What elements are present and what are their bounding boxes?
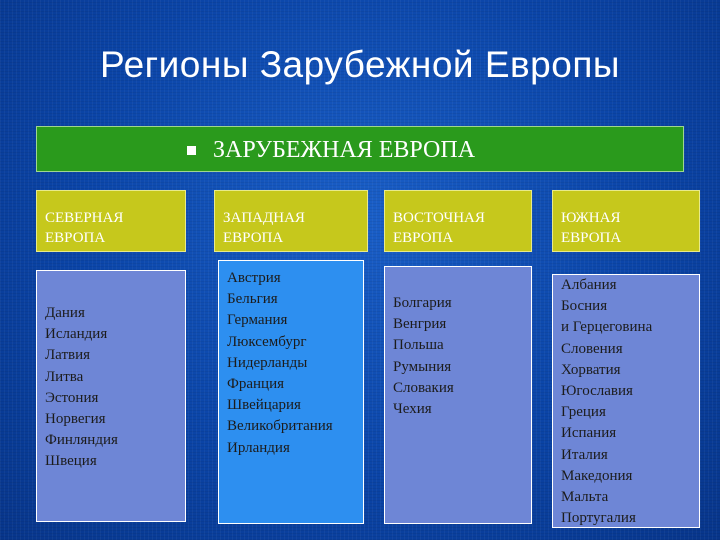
list-item: Мальта (561, 489, 609, 506)
list-item: Бельгия (227, 291, 278, 308)
list-item: Финляндия (45, 432, 118, 449)
list-item: Румыния (393, 358, 452, 375)
list-item: Литва (45, 368, 84, 385)
list-item: Люксембург (227, 333, 307, 350)
country-list-west (218, 260, 364, 524)
country-list-south (552, 274, 700, 528)
list-item: Исландия (45, 326, 108, 343)
list-item: Словакия (393, 379, 454, 396)
region-header-line: ЕВРОПА (45, 230, 106, 246)
list-item: Ирландия (227, 439, 290, 456)
list-item: Латвия (45, 347, 91, 364)
list-item: Франция (227, 376, 284, 393)
list-item: Норвегия (45, 411, 106, 428)
page-title: Регионы Зарубежной Европы (100, 44, 620, 85)
region-header-north (36, 190, 186, 252)
list-item: Швейцария (227, 397, 301, 414)
list-item: Дания (45, 305, 85, 321)
list-item: Австрия (227, 270, 281, 286)
list-item: Хорватия (561, 361, 621, 378)
root-node-label: ЗАРУБЕЖНАЯ ЕВРОПА (213, 137, 476, 163)
region-header-line: ЕВРОПА (561, 230, 622, 246)
list-item: Эстония (45, 389, 99, 406)
region-header-south (552, 190, 700, 252)
country-list-east (384, 266, 532, 524)
region-header-line: ВОСТОЧНАЯ (393, 210, 485, 226)
region-header-line: ЮЖНАЯ (561, 210, 621, 226)
list-item: Швеция (45, 453, 97, 470)
list-item: Германия (227, 312, 288, 329)
region-header-line: СЕВЕРНАЯ (45, 210, 124, 226)
list-item: Албания (561, 277, 617, 293)
root-node-foreign-europe (36, 126, 684, 172)
region-header-line: ЕВРОПА (393, 230, 454, 246)
list-item: Словения (561, 340, 623, 357)
country-list-north (36, 270, 186, 522)
list-item: Чехия (393, 401, 432, 418)
region-header-east (384, 190, 532, 252)
list-item: Италия (561, 446, 608, 463)
list-item: Греция (561, 404, 606, 421)
list-item: Великобритания (227, 418, 333, 435)
list-item: Венгрия (393, 316, 447, 333)
list-item: Болгария (393, 295, 452, 311)
list-item: Португалия (561, 510, 636, 527)
region-header-west (214, 190, 368, 252)
list-item: Югославия (561, 383, 633, 400)
list-item: Польша (393, 337, 444, 354)
list-item: Босния (561, 298, 608, 315)
square-bullet-icon (187, 146, 196, 155)
list-item: Македония (561, 467, 633, 484)
list-item: Испания (561, 425, 617, 442)
region-header-line: ЗАПАДНАЯ (223, 210, 305, 226)
list-item: Нидерланды (227, 354, 308, 371)
region-header-line: ЕВРОПА (223, 230, 284, 246)
list-item: и Герцеговина (561, 319, 653, 336)
